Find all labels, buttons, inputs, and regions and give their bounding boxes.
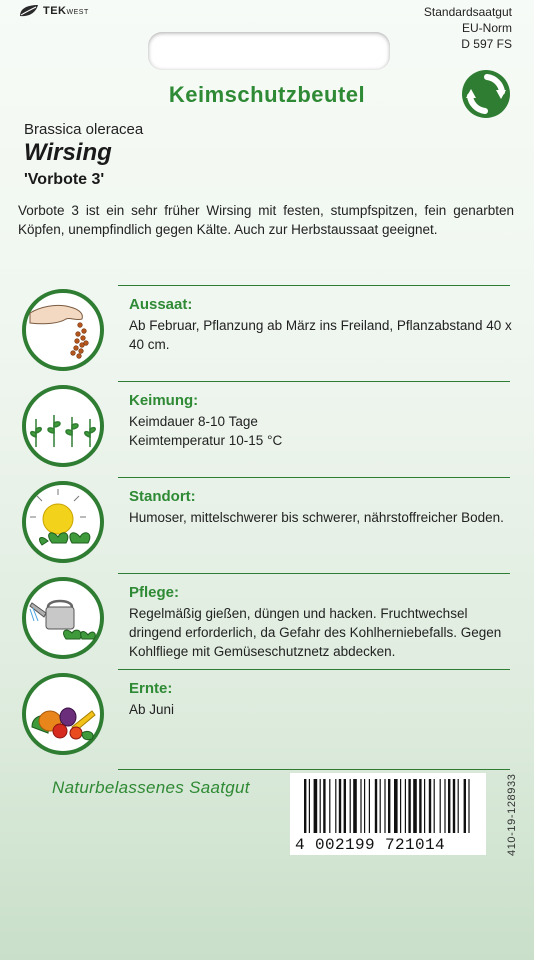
section-divider	[118, 381, 510, 382]
section-divider	[118, 285, 510, 286]
standard-info	[424, 4, 512, 52]
section-harvest	[0, 669, 534, 765]
harvest-vegetables-icon	[26, 677, 100, 751]
barcode-bars	[290, 773, 486, 837]
watering-can-icon	[26, 581, 100, 655]
leaf-logo-icon	[18, 4, 40, 18]
standard-line: Standardsaatgut	[423, 5, 512, 19]
product-name: Wirsing	[24, 139, 112, 166]
section-text: Keimdauer 8-10 Tage Keimtemperatur 10-15 °C	[129, 414, 283, 448]
section-text: Ab Februar, Pflanzung ab März ins Freiland, Pflanzabstand 40 x 40 cm.	[129, 318, 512, 352]
section-icon-frame	[22, 385, 104, 467]
section-heading: Pflege:	[129, 584, 180, 601]
natural-seed-tagline: Naturbelassenes Saatgut	[52, 778, 250, 797]
barcode-number: 4 002199 721014	[295, 836, 446, 854]
bottom-divider	[118, 769, 510, 770]
product-description: Vorbote 3 ist ein sehr früher Wirsing mit festen, stumpfspitzen, fein genarbten Köpfen, unempfindlich gegen Kälte. Auch zur Herbstaussaat geeignet.	[18, 203, 514, 237]
section-care	[0, 573, 534, 669]
section-germination	[0, 381, 534, 477]
variety-name: 'Vorbote 3'	[24, 171, 105, 188]
section-heading: Aussaat:	[129, 296, 193, 313]
package-title: Keimschutzbeutel	[168, 82, 366, 107]
standard-line: D 597 FS	[461, 37, 512, 51]
recycle-green-dot-icon	[460, 68, 512, 120]
section-location	[0, 477, 534, 573]
seedlings-icon	[26, 389, 100, 463]
section-icon-frame	[22, 289, 104, 371]
section-divider	[118, 573, 510, 574]
section-icon-frame	[22, 481, 104, 563]
standard-line: EU-Norm	[462, 21, 512, 35]
section-divider	[118, 477, 510, 478]
section-heading: Ernte:	[129, 680, 173, 697]
vertical-code: 410-19-128933	[506, 773, 518, 856]
section-icon-frame	[22, 673, 104, 755]
hang-hole	[148, 32, 390, 70]
section-heading: Standort:	[129, 488, 196, 505]
section-icon-frame	[22, 577, 104, 659]
sun-plants-icon	[26, 485, 100, 559]
brand-logo	[18, 4, 89, 18]
latin-name: Brassica oleracea	[24, 121, 144, 138]
section-text: Regelmäßig gießen, düngen und hacken. Fruchtwechsel dringend erforderlich, da Gefahr des Kohlherniebefalls. Gegen Kohlfliege mit Gemüseschutznetz abdecken.	[129, 606, 502, 659]
sowing-hand-icon	[26, 293, 100, 367]
section-text: Ab Juni	[129, 702, 175, 717]
section-text: Humoser, mittelschwerer bis schwerer, nährstoffreicher Boden.	[129, 510, 504, 525]
brand-name: TEKWEST	[43, 5, 89, 17]
section-divider	[118, 669, 510, 670]
section-heading: Keimung:	[129, 392, 199, 409]
section-sowing	[0, 285, 534, 381]
